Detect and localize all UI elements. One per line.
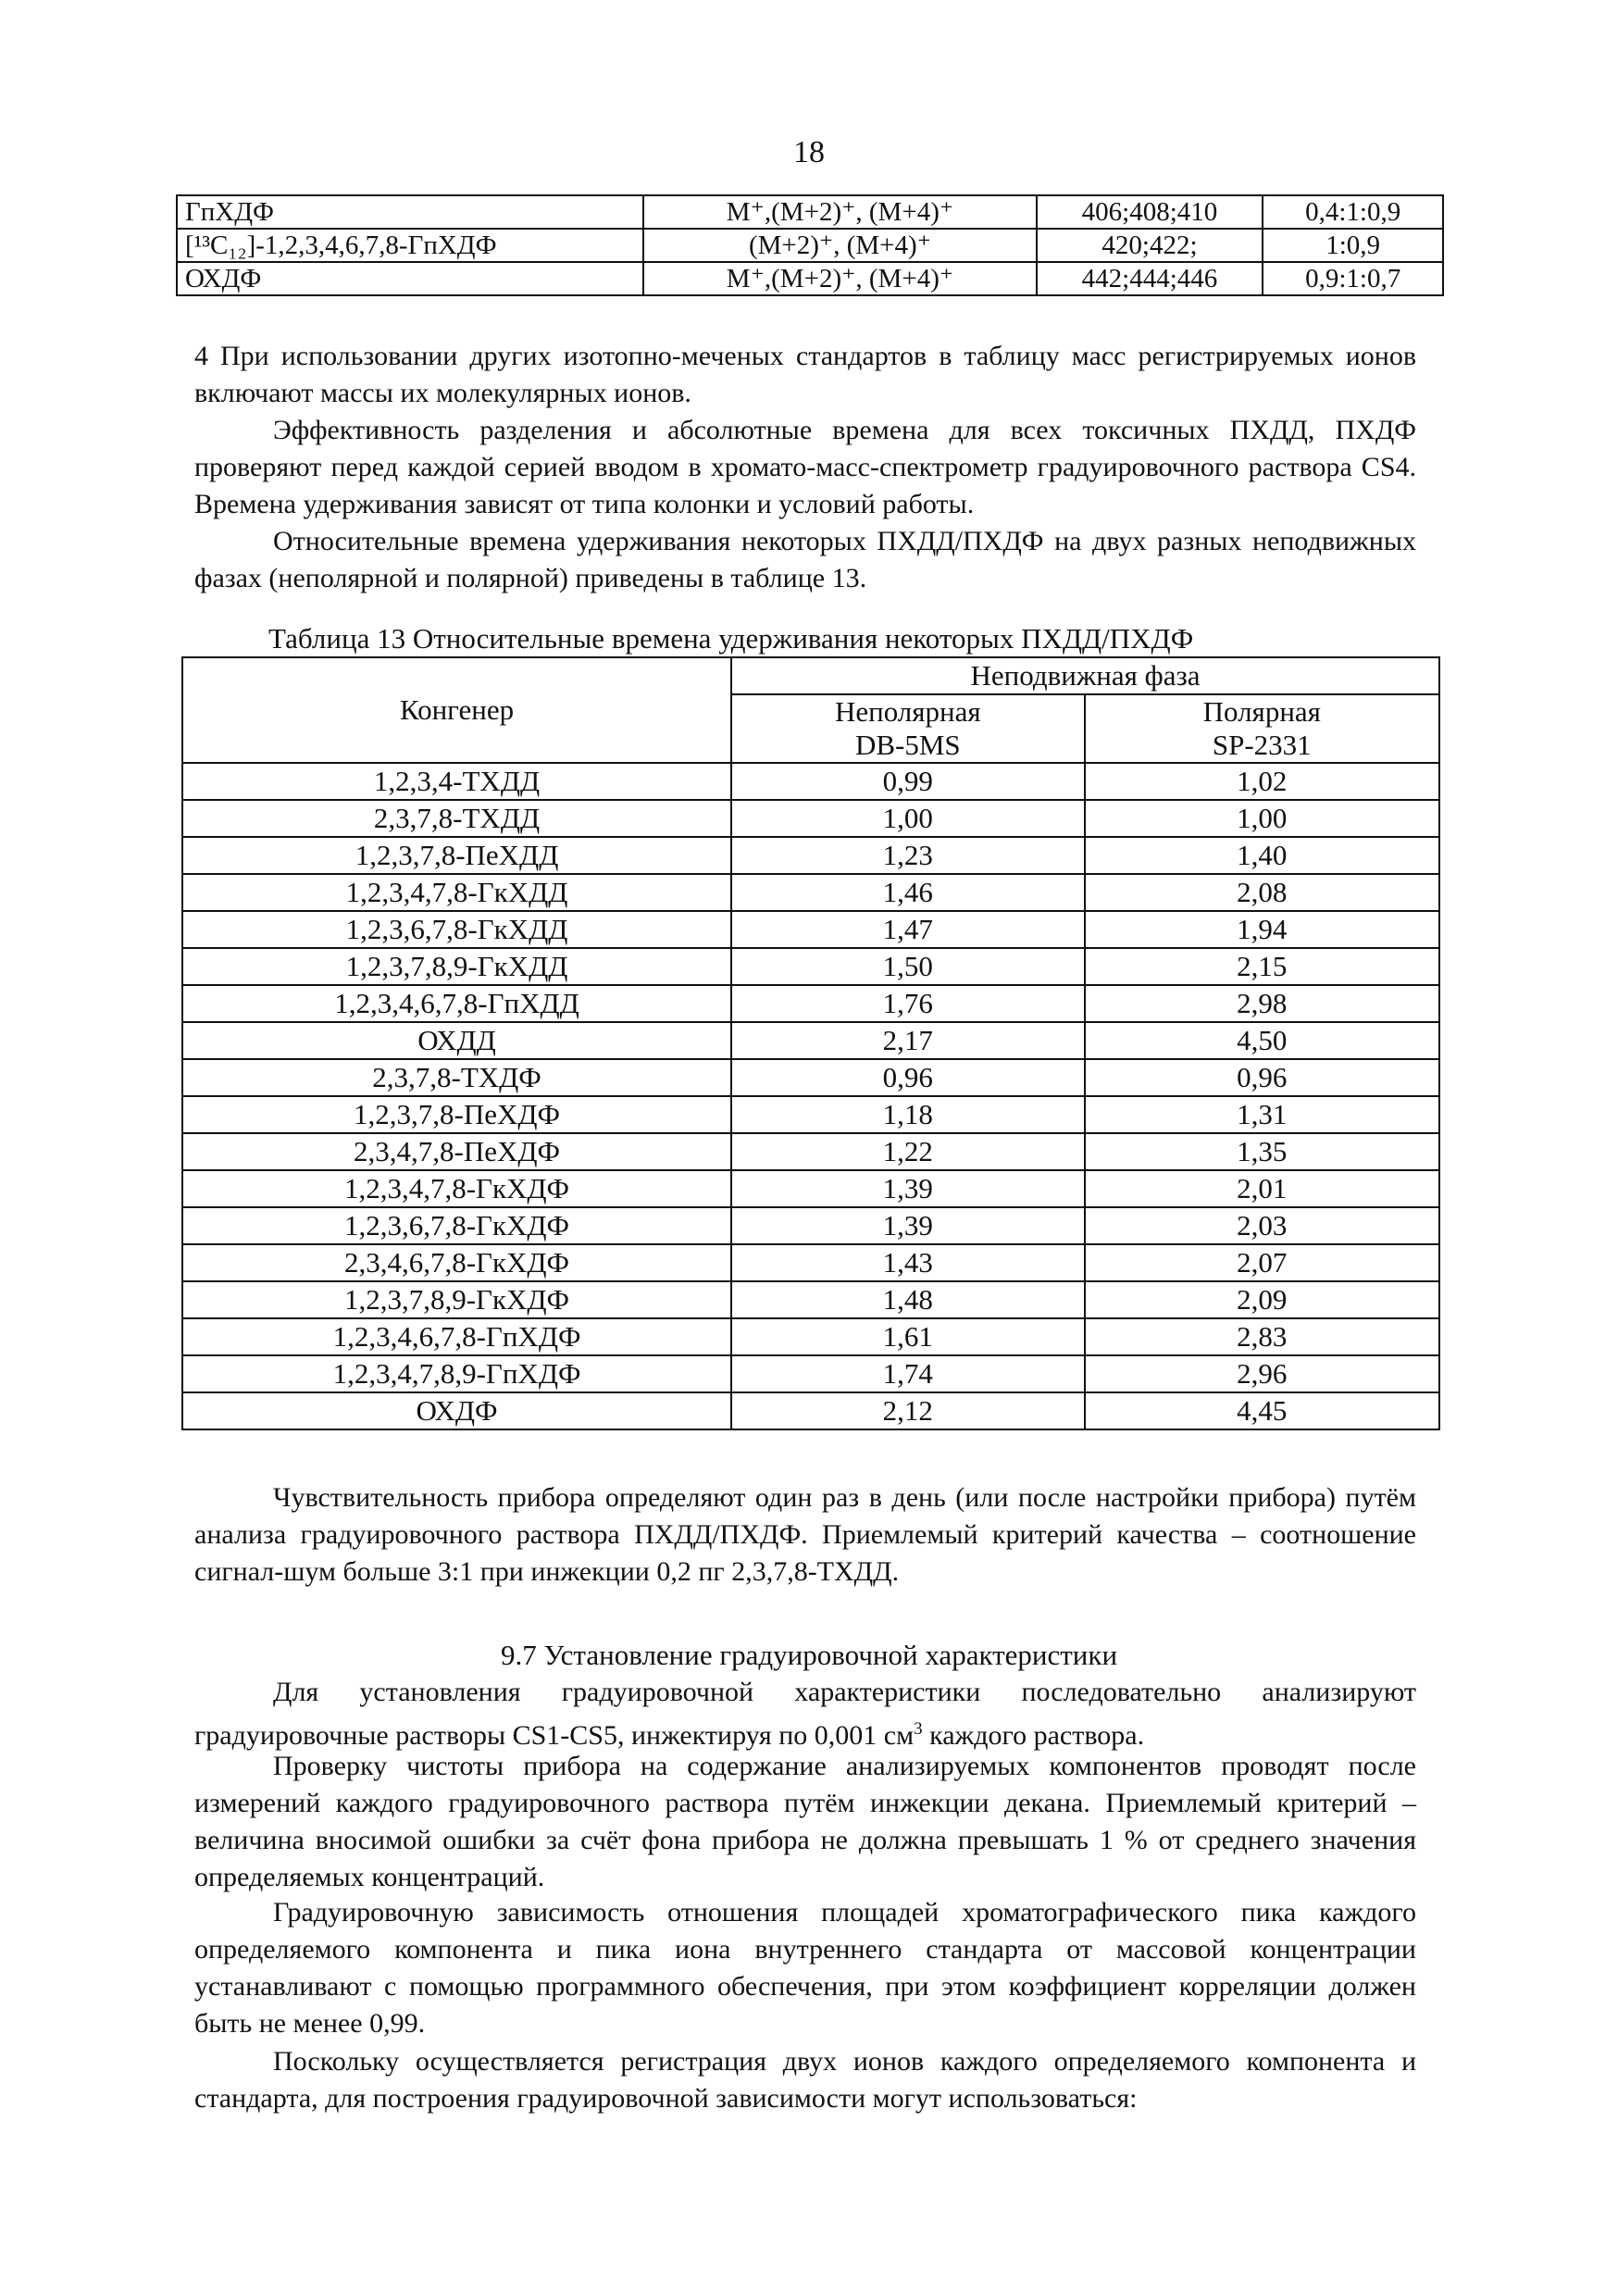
table-row	[182, 837, 1439, 874]
nonpolar-value-cell: 1,43	[731, 1244, 1085, 1281]
section-heading: 9.7 Установление градуировочной характеристики	[500, 1639, 1118, 1671]
congener-cell: 1,2,3,4,7,8-ГкХДД	[182, 874, 731, 911]
header-nonpolar: Неполярная DB-5MS	[731, 694, 1085, 763]
calibration-paragraph-2: Проверку чистоты прибора на содержание анализируемых компонентов проводят после измерений каждого градуировочного раствора путём инжекции декана. Приемлемый критерий – величина вносимой ошибки за счёт фона прибора не должна превышать 1 % от среднего значения определяемых концентраций.	[194, 1751, 1416, 1892]
congener-cell: 1,2,3,6,7,8-ГкХДФ	[182, 1207, 731, 1244]
table-row	[182, 1059, 1439, 1096]
congener-cell: 1,2,3,4,7,8,9-ГпХДФ	[182, 1355, 731, 1392]
polar-value-cell: 1,31	[1085, 1096, 1439, 1133]
table-row	[182, 1133, 1439, 1170]
polar-value-cell: 4,45	[1085, 1392, 1439, 1429]
polar-value-cell: 0,96	[1085, 1059, 1439, 1096]
nonpolar-value-cell: 1,00	[731, 800, 1085, 837]
nonpolar-value-cell: 1,74	[731, 1355, 1085, 1392]
ion-table-row	[177, 229, 1443, 262]
relative-times-paragraph: Относительные времена удерживания некоторых ПХДД/ПХДФ на двух разных неподвижных фазах (неполярной и полярной) приведены в таблице 13.	[194, 526, 1416, 593]
table-row	[182, 1392, 1439, 1429]
polar-value-cell: 2,07	[1085, 1244, 1439, 1281]
sensitivity-paragraph: Чувствительность прибора определяют один раз в день (или после настройки прибора) путём анализа градуировочного раствора ПХДД/ПХДФ. Приемлемый критерий качества – соотношение сигнал-шум больше 3:1 при инжекции 0,2 пг 2,3,7,8-ТХДД.	[194, 1482, 1416, 1587]
nonpolar-value-cell: 2,17	[731, 1022, 1085, 1059]
congener-cell: 1,2,3,7,8,9-ГкХДД	[182, 948, 731, 985]
table-row	[182, 763, 1439, 800]
ion-table-cell: [¹³C₁₂]-1,2,3,4,6,7,8-ГпХДФ	[177, 229, 643, 262]
table-13-caption: Таблица 13 Относительные времена удерживания некоторых ПХДД/ПХДФ	[268, 622, 1194, 655]
congener-cell: 1,2,3,7,8-ПеХДФ	[182, 1096, 731, 1133]
ion-table-cell: (M+2)⁺, (M+4)⁺	[643, 229, 1036, 262]
nonpolar-value-cell: 1,23	[731, 837, 1085, 874]
ion-table-cell: M⁺,(M+2)⁺, (M+4)⁺	[643, 195, 1036, 229]
nonpolar-value-cell: 2,12	[731, 1392, 1085, 1429]
nonpolar-value-cell: 0,99	[731, 763, 1085, 800]
calibration-paragraph-4: Поскольку осуществляется регистрация двух ионов каждого определяемого компонента и стандарта, для построения градуировочной зависимости могут использоваться:	[194, 2046, 1416, 2114]
polar-value-cell: 2,96	[1085, 1355, 1439, 1392]
congener-cell: ОХДД	[182, 1022, 731, 1059]
header-polar: Полярная SP-2331	[1085, 694, 1439, 763]
table-row	[182, 1355, 1439, 1392]
polar-value-cell: 2,09	[1085, 1281, 1439, 1318]
polar-value-cell: 1,35	[1085, 1133, 1439, 1170]
header-congener: Конгенер	[182, 657, 731, 763]
polar-value-cell: 1,94	[1085, 911, 1439, 948]
polar-value-cell: 1,00	[1085, 800, 1439, 837]
polar-value-cell: 2,15	[1085, 948, 1439, 985]
ion-table-cell: M⁺,(M+2)⁺, (M+4)⁺	[643, 262, 1036, 295]
ion-mass-table	[176, 194, 1444, 296]
polar-value-cell: 1,02	[1085, 763, 1439, 800]
congener-cell: ОХДФ	[182, 1392, 731, 1429]
table-row	[182, 1281, 1439, 1318]
table-row	[182, 1207, 1439, 1244]
nonpolar-value-cell: 0,96	[731, 1059, 1085, 1096]
congener-cell: 2,3,7,8-ТХДФ	[182, 1059, 731, 1096]
table-13	[181, 656, 1440, 1430]
page-number: 18	[793, 135, 825, 169]
nonpolar-value-cell: 1,50	[731, 948, 1085, 985]
table-row	[182, 948, 1439, 985]
congener-cell: 1,2,3,7,8-ПеХДД	[182, 837, 731, 874]
congener-cell: 2,3,4,7,8-ПеХДФ	[182, 1133, 731, 1170]
nonpolar-value-cell: 1,47	[731, 911, 1085, 948]
table-row	[182, 1318, 1439, 1355]
nonpolar-value-cell: 1,22	[731, 1133, 1085, 1170]
ion-table-cell: 442;444;446	[1037, 262, 1263, 295]
nonpolar-value-cell: 1,39	[731, 1207, 1085, 1244]
nonpolar-value-cell: 1,39	[731, 1170, 1085, 1207]
polar-value-cell: 2,98	[1085, 985, 1439, 1022]
congener-cell: 1,2,3,4-ТХДД	[182, 763, 731, 800]
note-4-paragraph: 4 При использовании других изотопно-меченых стандартов в таблицу масс регистрируемых ионов включают массы их молекулярных ионов.	[194, 341, 1416, 408]
ion-table-cell: ОХДФ	[177, 262, 643, 295]
table-row	[182, 911, 1439, 948]
ion-table-cell: 420;422;	[1037, 229, 1263, 262]
nonpolar-value-cell: 1,61	[731, 1318, 1085, 1355]
table-row	[182, 874, 1439, 911]
calibration-paragraph-1: Для установления градуировочной характеристики последовательно анализируют градуировочные растворы CS1-CS5, инжектируя по 0,001 $см^3$ каждого раствора.	[194, 1677, 1416, 1751]
polar-value-cell: 2,83	[1085, 1318, 1439, 1355]
ion-table-cell: 0,4:1:0,9	[1263, 195, 1443, 229]
table-row	[182, 985, 1439, 1022]
efficiency-paragraph: Эффективность разделения и абсолютные времена для всех токсичных ПХДД, ПХДФ проверяют перед каждой серией вводом в хромато-масс-спектрометр градуировочного раствора CS4. Времена удерживания зависят от типа колонки и условий работы.	[194, 415, 1416, 519]
ion-table-cell: 406;408;410	[1037, 195, 1263, 229]
polar-value-cell: 2,08	[1085, 874, 1439, 911]
polar-value-cell: 1,40	[1085, 837, 1439, 874]
table-row	[182, 1244, 1439, 1281]
congener-cell: 1,2,3,7,8,9-ГкХДФ	[182, 1281, 731, 1318]
table-row	[182, 1022, 1439, 1059]
table-row	[182, 800, 1439, 837]
ion-table-row	[177, 262, 1443, 295]
polar-value-cell: 2,03	[1085, 1207, 1439, 1244]
congener-cell: 2,3,4,6,7,8-ГкХДФ	[182, 1244, 731, 1281]
table-row	[182, 1170, 1439, 1207]
ion-table-cell: 0,9:1:0,7	[1263, 262, 1443, 295]
congener-cell: 1,2,3,4,6,7,8-ГпХДД	[182, 985, 731, 1022]
nonpolar-value-cell: 1,46	[731, 874, 1085, 911]
polar-value-cell: 2,01	[1085, 1170, 1439, 1207]
ion-table-row	[177, 195, 1443, 229]
congener-cell: 1,2,3,6,7,8-ГкХДД	[182, 911, 731, 948]
congener-cell: 2,3,7,8-ТХДД	[182, 800, 731, 837]
nonpolar-value-cell: 1,76	[731, 985, 1085, 1022]
polar-value-cell: 4,50	[1085, 1022, 1439, 1059]
header-stationary-phase: Неподвижная фаза	[731, 657, 1439, 694]
nonpolar-value-cell: 1,48	[731, 1281, 1085, 1318]
table-row	[182, 1096, 1439, 1133]
calibration-paragraph-3: Градуировочную зависимость отношения площадей хроматографического пика каждого определяемого компонента и пика иона внутреннего стандарта от массовой концентрации устанавливают с помощью программного обеспечения, при этом коэффициент корреляции должен быть не менее 0,99.	[194, 1897, 1416, 2039]
nonpolar-value-cell: 1,18	[731, 1096, 1085, 1133]
ion-table-cell: ГпХДФ	[177, 195, 643, 229]
ion-table-cell: 1:0,9	[1263, 229, 1443, 262]
congener-cell: 1,2,3,4,7,8-ГкХДФ	[182, 1170, 731, 1207]
congener-cell: 1,2,3,4,6,7,8-ГпХДФ	[182, 1318, 731, 1355]
